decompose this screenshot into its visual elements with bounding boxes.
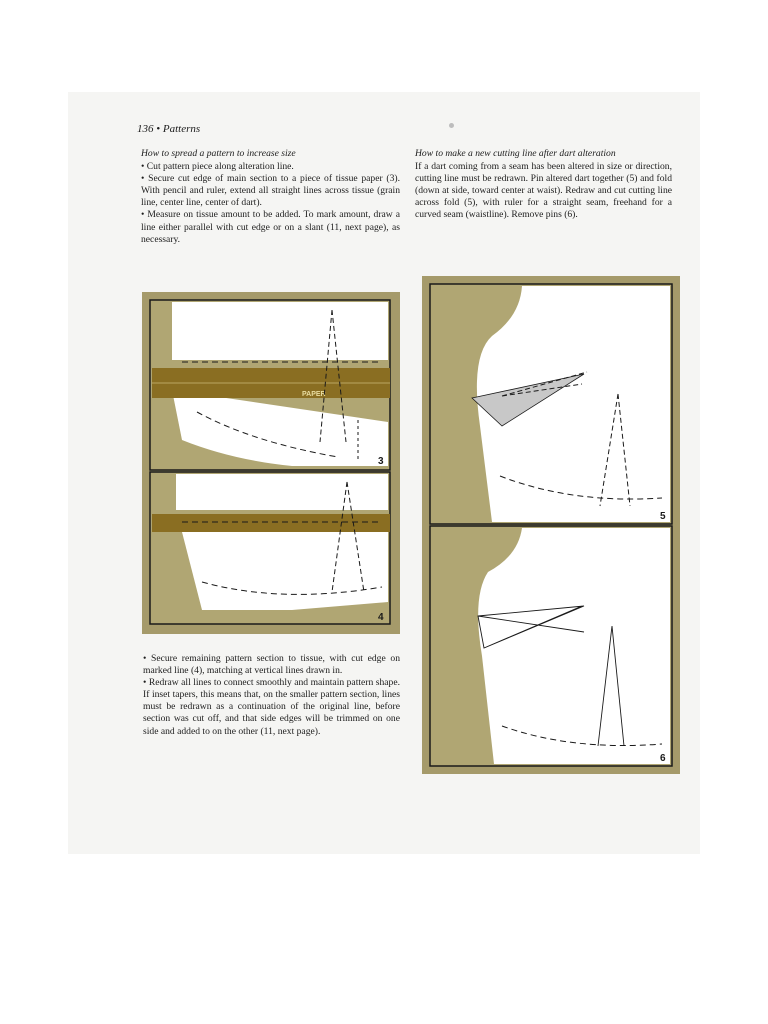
figure-dart-cutting-line <box>422 276 680 774</box>
left-column-text <box>141 148 400 246</box>
panel-5-number: 5 <box>660 511 666 522</box>
paper-label: PAPER <box>302 391 326 398</box>
page-number: 136 <box>137 123 154 135</box>
lower-left-text <box>143 653 400 738</box>
right-column-text <box>415 148 672 222</box>
right-heading: How to make a new cutting line after dart alteration <box>415 148 616 159</box>
left-bullet-1: • Cut pattern piece along alteration line. <box>141 161 294 173</box>
header-separator: • <box>156 123 161 135</box>
page-smudge <box>449 123 454 128</box>
left-bullet-3: • Measure on tissue amount to be added. To mark amount, draw a line either parallel with cut edge or on a slant (11, next page), as necessary. <box>141 209 400 245</box>
pattern-upper-section-4 <box>176 474 388 510</box>
tissue-strip-4 <box>152 514 390 532</box>
lower-bullet-1: • Secure remaining pattern section to tissue, with cut edge on marked line (4), matching at vertical lines drawn in. <box>143 653 400 677</box>
spread-pattern-illustration <box>142 292 400 634</box>
bodice-piece-6 <box>478 528 670 764</box>
lower-bullet-2: • Redraw all lines to connect smoothly and maintain pattern shape. If inset tapers, this means that, on the smaller pattern section, lines must be redrawn as a continuation of the original line, before section was cut off, and that side edges will be trimmed on one side and added to on the other (11, next page). <box>143 677 400 737</box>
panel-4-number: 4 <box>378 612 384 623</box>
panel-3-number: 3 <box>378 456 384 467</box>
figure-spread-pattern <box>142 292 400 634</box>
panel-6-number: 6 <box>660 753 666 764</box>
left-heading: How to spread a pattern to increase size <box>141 148 296 159</box>
dart-cutting-illustration <box>422 276 680 774</box>
right-body: If a dart coming from a seam has been altered in size or direction, cutting line must be redrawn. Pin altered dart together (5) and fold (down at side, toward center at waist). Redraw and cut cutting line across fold (5), with ruler for a straight seam, freehand for a curved seam (waistline). Remove pins (6). <box>415 161 672 221</box>
pattern-upper-section <box>172 302 388 360</box>
section-title: Patterns <box>162 123 201 135</box>
pattern-lower-section-4 <box>182 532 388 610</box>
running-header <box>137 123 200 135</box>
left-bullet-2: • Secure cut edge of main section to a piece of tissue paper (3). With pencil and ruler, extend all straight lines across tissue (grain line, center line, center of dart). <box>141 173 400 209</box>
